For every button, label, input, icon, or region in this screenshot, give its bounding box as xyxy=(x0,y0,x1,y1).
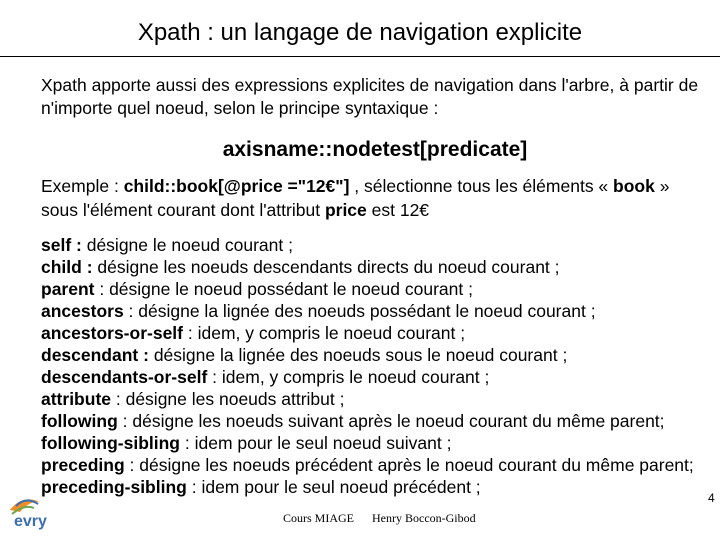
example-element: book xyxy=(613,176,655,196)
axes-list xyxy=(41,234,701,498)
axis-item-attribute xyxy=(41,388,701,410)
example-prefix: Exemple : xyxy=(41,176,124,196)
footer xyxy=(283,511,476,525)
axis-description: : idem pour le seul noeud précédent ; xyxy=(186,477,481,497)
footer-course: Cours MIAGE xyxy=(283,511,354,525)
axis-name: ancestors xyxy=(41,301,124,321)
axis-name: attribute xyxy=(41,389,111,409)
axis-item-ancestors xyxy=(41,300,701,322)
axis-name: preceding-sibling xyxy=(41,477,187,497)
axis-description: désigne les noeuds descendants directs du noeud courant ; xyxy=(92,257,560,277)
example-expression: child::book[@price ="12€"] xyxy=(123,176,350,196)
slide-title: Xpath : un langage de navigation explicite xyxy=(137,19,583,46)
axis-name: descendant : xyxy=(41,345,149,365)
example-suffix: est 12€ xyxy=(366,200,430,220)
axis-name: parent xyxy=(41,279,95,299)
axis-name: ancestors-or-self xyxy=(41,323,183,343)
syntax-expression: axisname::nodetest[predicate] xyxy=(222,138,528,161)
axis-description: : désigne les noeuds attribut ; xyxy=(111,389,345,409)
axis-item-descendant xyxy=(41,344,701,366)
axis-name: descendants-or-self xyxy=(41,367,208,387)
title-divider xyxy=(0,56,720,57)
axis-description: : idem pour le seul noeud suivant ; xyxy=(180,433,452,453)
axis-name: preceding xyxy=(41,455,125,475)
example-paragraph xyxy=(41,174,711,222)
axis-item-preceding xyxy=(41,454,701,476)
intro-paragraph: Xpath apporte aussi des expressions explicites de navigation dans l'arbre, à partir de n'importe quel noeud, selon le principe syntaxique : xyxy=(41,75,699,118)
axis-item-descendants-or-self xyxy=(41,366,701,388)
axis-name: following-sibling xyxy=(41,433,181,453)
axis-item-child xyxy=(41,256,701,278)
page-number: 4 xyxy=(708,491,715,505)
axis-description: désigne la lignée des noeuds sous le noeud courant ; xyxy=(148,345,568,365)
axis-item-following xyxy=(41,410,701,432)
axis-description: désigne le noeud courant ; xyxy=(81,235,293,255)
university-logo-icon xyxy=(4,492,66,532)
axis-item-preceding-sibling xyxy=(41,476,701,498)
axis-description: : désigne les noeuds suivant après le noeud courant du même parent; xyxy=(117,411,665,431)
axis-item-following-sibling xyxy=(41,432,701,454)
axis-description: : désigne le noeud possédant le noeud courant ; xyxy=(94,279,473,299)
axis-name: following xyxy=(41,411,118,431)
example-attribute: price xyxy=(324,200,367,220)
axis-description: : désigne les noeuds précédent après le noeud courant du même parent; xyxy=(124,455,694,475)
axis-name: child : xyxy=(41,257,93,277)
axis-name: self : xyxy=(41,235,82,255)
axis-item-parent xyxy=(41,278,701,300)
axis-item-self xyxy=(41,234,701,256)
footer-author: Henry Boccon-Gibod xyxy=(372,511,476,525)
axis-description: : idem, y compris le noeud courant ; xyxy=(207,367,490,387)
axis-description: : idem, y compris le noeud courant ; xyxy=(183,323,466,343)
axis-description: : désigne la lignée des noeuds possédant le noeud courant ; xyxy=(123,301,596,321)
example-mid2: » sous l'élément courant dont l'attribut xyxy=(41,176,670,220)
example-mid: , sélectionne tous les éléments « xyxy=(349,176,614,196)
logo-text: evry xyxy=(14,513,47,530)
axis-item-ancestors-or-self xyxy=(41,322,701,344)
